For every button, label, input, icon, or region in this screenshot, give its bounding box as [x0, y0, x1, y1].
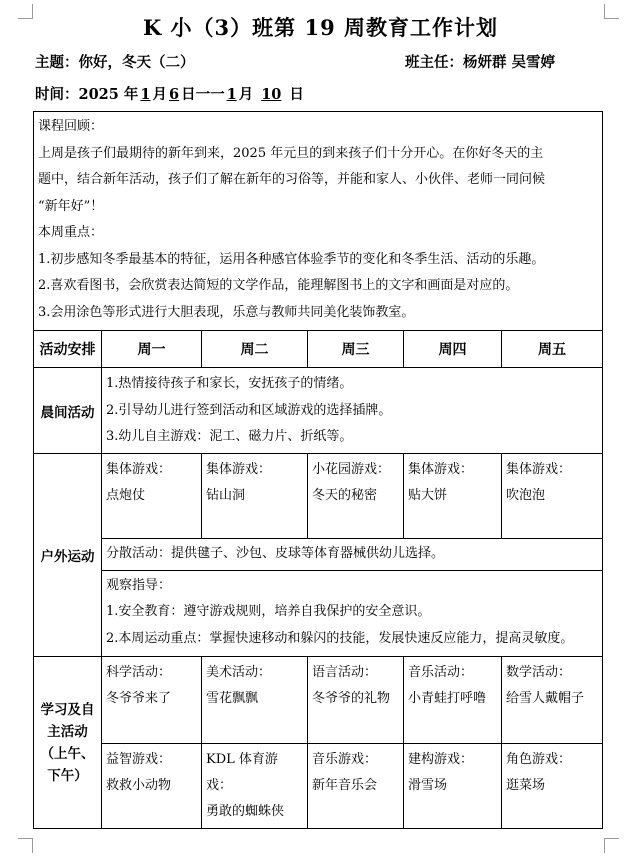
morning-row — [34, 368, 603, 454]
study-label-line: （上午、 — [40, 745, 95, 762]
review-line: 题中，结合新年活动，孩子们了解在新年的习俗等，并能和家人、小伙伴、老师一同问候 — [38, 172, 546, 187]
study-activity-cell — [502, 657, 603, 744]
guidance-line: 2.本周运动重点：掌握快速移动和躲闪的技能，发展快速反应能力，提高灵敏度。 — [106, 630, 574, 646]
game-type: KDL 体育游戏： — [206, 752, 278, 793]
date-end-day: 10 — [261, 86, 282, 103]
activity-type: 美术活动： — [206, 665, 272, 680]
date-label: 时间： — [35, 86, 79, 103]
game-name: 滑雪场 — [408, 778, 448, 793]
crop-mark-bottom-right — [604, 838, 619, 853]
morning-line: 2.引导幼儿进行签到活动和区域游戏的选择插牌。 — [106, 402, 392, 418]
day-header: 周四 — [404, 331, 502, 368]
date-separator: 日一一 — [181, 86, 225, 103]
scattered-activity: 分散活动：提供毽子、沙包、皮球等体育器械供幼儿选择。 — [106, 546, 445, 561]
study-game-cell — [404, 744, 502, 829]
scattered-activity-cell — [102, 539, 603, 571]
crop-mark-bottom-left — [18, 838, 33, 853]
theme-line — [35, 51, 195, 72]
game-type: 集体游戏： — [206, 462, 272, 477]
study-label-line: 学习及自 — [40, 701, 95, 718]
date-day-word: 日 — [289, 86, 304, 103]
outdoor-game-cell — [202, 454, 308, 539]
activity-name: 小青蛙打呼噜 — [408, 691, 487, 706]
study-label-line: 主活动 — [47, 723, 88, 740]
outdoor-game-cell — [308, 454, 404, 539]
morning-line: 3.幼儿自主游戏：泥工、磁力片、折纸等。 — [106, 429, 353, 444]
morning-line: 1.热情接待孩子和家长，安抚孩子的情绪。 — [106, 376, 353, 391]
focus-line: 1.初步感知冬季最基本的特征，运用各种感官体验季节的变化和冬季生活、活动的乐趣。 — [38, 251, 545, 267]
outdoor-game-cell — [502, 454, 603, 539]
teacher-line — [405, 51, 555, 72]
day-header: 周五 — [502, 331, 603, 368]
game-name: 逛菜场 — [506, 778, 546, 793]
morning-cell — [102, 368, 603, 454]
game-name: 新年音乐会 — [312, 778, 378, 793]
activity-name: 雪花飘飘 — [206, 691, 259, 706]
date-month-word-2: 月 — [238, 86, 254, 103]
teacher-value: 杨妍群 吴雪婷 — [463, 54, 556, 71]
study-label — [34, 657, 102, 829]
game-type: 建构游戏： — [408, 752, 474, 767]
date-line — [35, 83, 304, 104]
study-game-cell — [308, 744, 404, 829]
plan-table — [33, 111, 603, 829]
game-name: 吹泡泡 — [506, 488, 546, 503]
overview-row — [34, 112, 603, 331]
day-header: 周一 — [102, 331, 202, 368]
day-header: 周二 — [202, 331, 308, 368]
study-games-row — [34, 744, 603, 829]
date-start-day: 6 — [169, 86, 180, 103]
activity-type: 科学活动： — [106, 665, 172, 680]
review-line: “新年好”！ — [38, 198, 104, 214]
activity-name: 冬爷爷来了 — [106, 691, 172, 706]
study-game-cell — [502, 744, 603, 829]
review-line: 上周是孩子们最期待的新年到来，2025 年元旦的到来孩子们十分开心。在你好冬天的主 — [38, 145, 544, 161]
game-type: 音乐游戏： — [312, 752, 378, 767]
study-activity-cell — [404, 657, 502, 744]
game-name: 贴大饼 — [408, 488, 448, 503]
teacher-label: 班主任： — [405, 54, 463, 71]
game-type: 集体游戏： — [106, 462, 172, 477]
activity-name: 给雪人戴帽子 — [506, 691, 585, 706]
study-activity-cell — [202, 657, 308, 744]
game-type: 集体游戏： — [408, 462, 474, 477]
game-name: 点炮仗 — [106, 488, 146, 503]
guidance-cell — [102, 570, 603, 657]
date-end-month: 1 — [226, 86, 237, 103]
study-game-cell — [102, 744, 202, 829]
focus-heading: 本周重点： — [38, 225, 104, 240]
overview-cell — [34, 112, 603, 331]
activity-type: 数学活动： — [506, 665, 572, 680]
date-start-month: 1 — [140, 86, 151, 103]
theme-label: 主题： — [35, 54, 79, 71]
study-activity-cell — [308, 657, 404, 744]
study-activities-row — [34, 657, 603, 744]
game-type: 集体游戏： — [506, 462, 572, 477]
activity-name: 冬爷爷的礼物 — [312, 691, 391, 706]
study-activity-cell — [102, 657, 202, 744]
study-label-line: 下午） — [47, 767, 88, 784]
document-title: K 小（3）班第 19 周教育工作计划 — [142, 15, 499, 40]
focus-line: 2.喜欢看图书，会欣赏表达简短的文学作品，能理解图书上的文字和画面是对应的。 — [38, 278, 519, 293]
outdoor-guidance-row — [34, 570, 603, 657]
activity-arrangement-header: 活动安排 — [34, 331, 102, 368]
outdoor-scattered-row — [34, 539, 603, 571]
game-name: 冬天的秘密 — [312, 488, 378, 503]
review-heading: 课程回顾： — [38, 119, 104, 134]
game-name: 救救小动物 — [106, 778, 172, 793]
outdoor-label: 户外运动 — [34, 454, 102, 657]
study-game-cell — [202, 744, 308, 829]
game-name: 钻山洞 — [206, 488, 246, 503]
outdoor-game-cell — [102, 454, 202, 539]
schedule-header-row — [34, 331, 603, 368]
date-year: 2025 年 — [78, 86, 139, 103]
game-type: 益智游戏： — [106, 752, 172, 767]
game-type: 角色游戏： — [506, 752, 572, 767]
guidance-heading: 观察指导： — [106, 577, 172, 593]
activity-type: 音乐活动： — [408, 665, 474, 680]
theme-value: 你好，冬天（二） — [78, 54, 195, 71]
day-header: 周三 — [308, 331, 404, 368]
focus-line: 3.会用涂色等形式进行大胆表现，乐意与教师共同美化装饰教室。 — [38, 304, 415, 320]
morning-label: 晨间活动 — [34, 368, 102, 454]
guidance-line: 1.安全教育：遵守游戏规则，培养自我保护的安全意识。 — [106, 604, 431, 619]
activity-type: 语言活动： — [312, 665, 378, 680]
outdoor-game-cell — [404, 454, 502, 539]
game-type: 小花园游戏： — [312, 462, 391, 477]
date-month-word-1: 月 — [152, 86, 167, 103]
game-name: 勇敢的蜘蛛侠 — [206, 804, 285, 819]
outdoor-games-row — [34, 454, 603, 539]
